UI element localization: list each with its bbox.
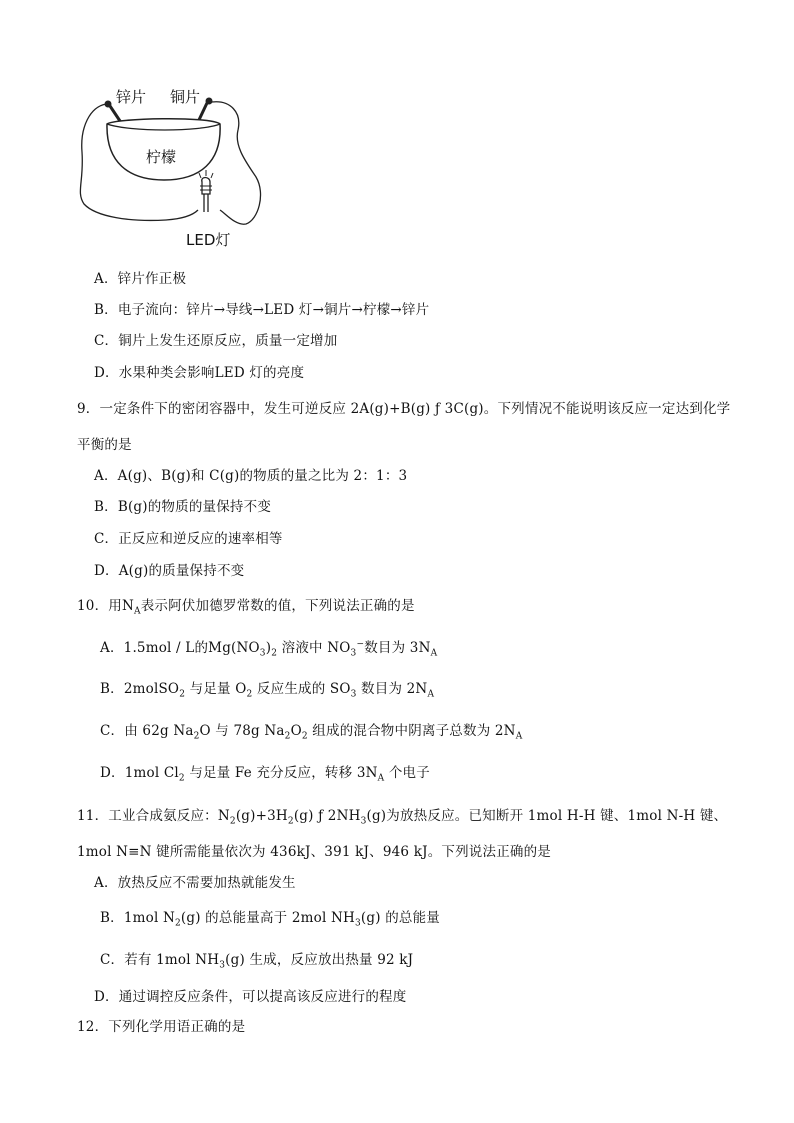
- label-lemon: 柠檬: [146, 148, 177, 166]
- label-zinc: 锌片: [116, 88, 147, 106]
- q11-stem-line1: 11．工业合成氨反应：$N_2(g)+3H_2(g)$ ƒ $2NH_3(g)$为放热反应。已知断开 1mol H-H 键、1mol N-H 键、: [77, 808, 728, 827]
- q11-stem-line2: 1mol N≡N 键所需能量依次为 436kJ、391 kJ、946 kJ。下列说法正确的是: [77, 844, 552, 860]
- q10-option-a: A．1.5mol / L的$Mg(NO_3)_2$ 溶液中 $NO_3^-$数目为 $3N_A$: [100, 639, 438, 659]
- q9-option-d: D．A(g)的质量保持不变: [94, 563, 245, 579]
- label-led: LED灯: [186, 231, 231, 249]
- q11-option-d: D．通过调控反应条件，可以提高该反应进行的程度: [94, 989, 407, 1005]
- q10-option-d: D．1mol $Cl_2$ 与足量 Fe 充分反应，转移 $3N_A$ 个电子: [100, 765, 430, 784]
- q11-option-a: A．放热反应不需要加热就能发生: [94, 875, 296, 891]
- q9-option-c: C．正反应和逆反应的速率相等: [94, 531, 283, 547]
- q10-option-b: B．2molSO$_2$ 与足量 $O_2$ 反应生成的 $SO_3$ 数目为 $2N_A$: [100, 681, 435, 700]
- q8-option-d: D．水果种类会影响LED 灯的亮度: [94, 365, 305, 381]
- q10-option-c: C．由 62g $Na_2O$ 与 78g $Na_2O_2$ 组成的混合物中阴离子总数为 $2N_A$: [100, 723, 523, 742]
- q9-stem-line1: 9．一定条件下的密闭容器中，发生可逆反应 2A(g)+B(g) ƒ 3C(g)。下列情况不能说明该反应一定达到化学: [77, 401, 731, 417]
- q8-option-a: A．锌片作正极: [94, 271, 187, 287]
- q9-option-b: B．B(g)的物质的量保持不变: [94, 499, 272, 515]
- q9-stem-line2: 平衡的是: [77, 437, 132, 453]
- q11-option-b: B．1mol $N_2(g)$ 的总能量高于 2mol $NH_3(g)$ 的总能量: [100, 910, 440, 929]
- label-copper: 铜片: [170, 88, 201, 106]
- q8-option-c: C．铜片上发生还原反应，质量一定增加: [94, 333, 338, 349]
- q9-option-a: A．A(g)、B(g)和 C(g)的物质的量之比为 2：1：3: [94, 468, 408, 484]
- q12-stem: 12．下列化学用语正确的是: [77, 1019, 246, 1035]
- lemon-battery-diagram: [70, 82, 270, 252]
- q8-option-b: B．电子流向：锌片→导线→LED 灯→铜片→柠檬→锌片: [94, 302, 430, 318]
- q10-stem: 10．用$N_A$表示阿伏加德罗常数的值，下列说法正确的是: [77, 598, 415, 617]
- led-icon: [199, 170, 213, 212]
- q11-option-c: C．若有 1mol $NH_3(g)$ 生成，反应放出热量 92 kJ: [100, 952, 414, 971]
